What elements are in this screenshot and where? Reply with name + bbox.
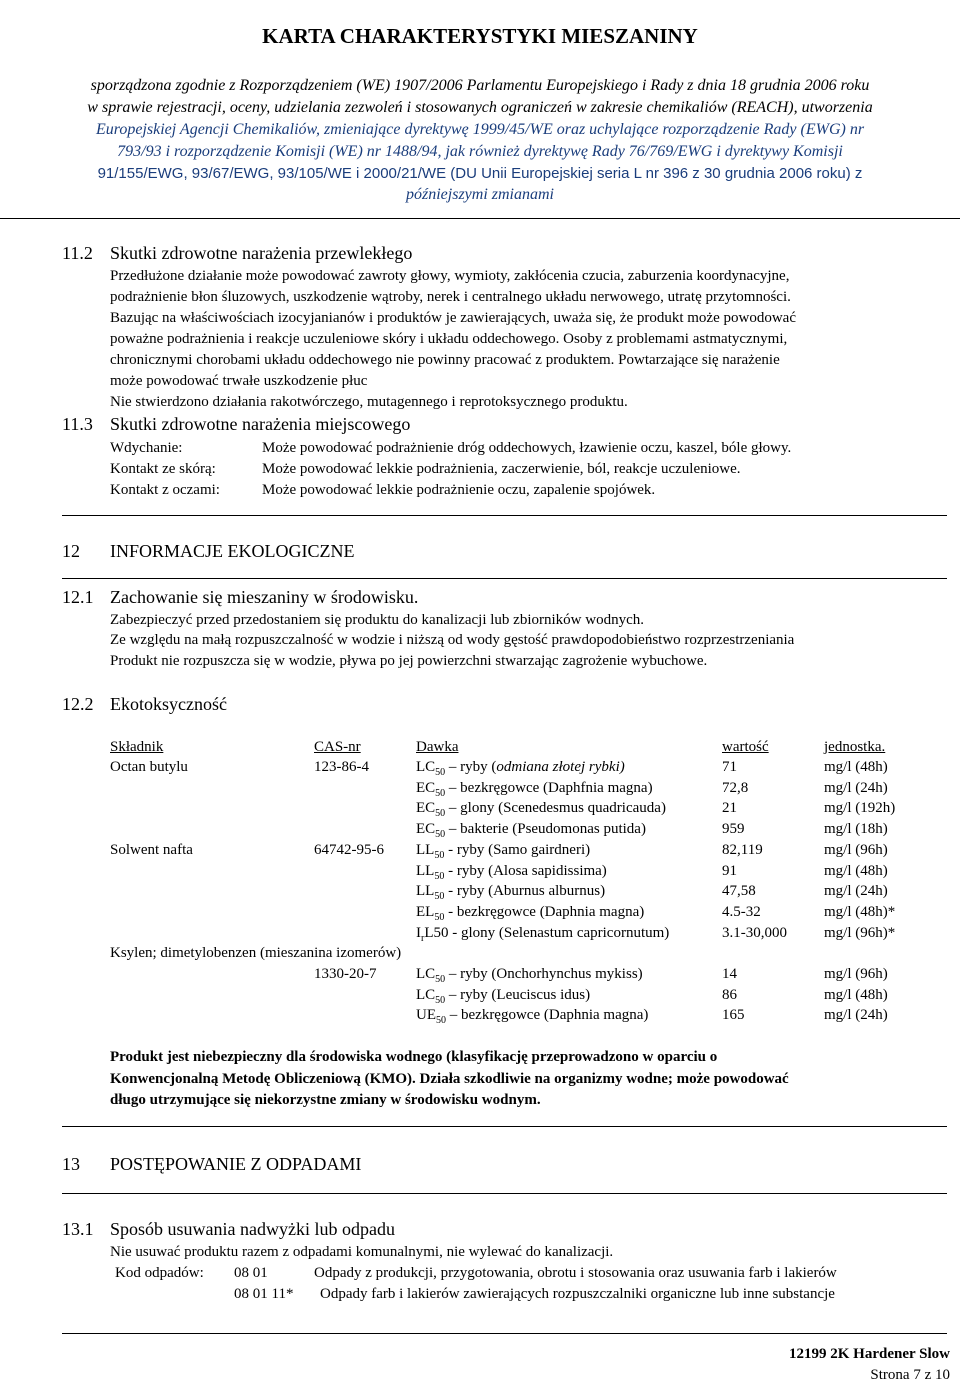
table-cell-value: 165 <box>722 1007 745 1023</box>
dose-description: – bakterie (Pseudomonas putida) <box>445 821 646 837</box>
dose-prefix: EL <box>416 904 435 920</box>
table-cell-dose <box>416 883 605 902</box>
hazard-statement-line: długo utrzymujące się niekorzystne zmiany w środowisku wodnym. <box>110 1092 541 1108</box>
table-cell-value: 86 <box>722 987 737 1003</box>
dose-subscript: 50 <box>434 912 445 923</box>
table-cell-unit: mg/l (24h) <box>824 1007 888 1023</box>
table-cell-unit: mg/l (96h) <box>824 966 888 982</box>
table-cell-unit: mg/l (48h)* <box>824 904 896 920</box>
dose-prefix: EC <box>416 800 436 816</box>
header-line-2: w sprawie rejestracji, oceny, udzielania zezwoleń i stosowanych ograniczeń w zakresie chemikaliów (REACH), utworzenia <box>87 99 873 116</box>
separator <box>62 1193 947 1194</box>
section-13-1-number: 13.1 <box>62 1219 94 1239</box>
paragraph-line: Bazując na właściwościach izocyjanianów i produktów je zawierających, uważa się, że produkt może powodować <box>110 310 796 326</box>
table-cell-dose <box>416 842 590 861</box>
separator <box>62 578 947 579</box>
exposure-text: Może powodować podrażnienie dróg oddechowych, łzawienie oczu, kaszel, bóle głowy. <box>262 440 792 456</box>
dose-subscript: 50 <box>435 767 446 778</box>
section-12-2-title: Ekotoksyczność <box>110 694 227 714</box>
exposure-label: Kontakt ze skórą: <box>110 461 216 477</box>
dose-description: – ryby ( <box>445 759 497 775</box>
waste-code: 08 01 <box>234 1265 268 1281</box>
table-cell-unit: mg/l (18h) <box>824 821 888 837</box>
table-cell-dose <box>416 863 607 882</box>
exposure-text: Może powodować lekkie podrażnienie oczu, zapalenie spojówek. <box>262 482 656 498</box>
exposure-text: Może powodować lekkie podrażnienia, zaczerwienie, ból, reakcje uczuleniowe. <box>262 461 741 477</box>
dose-description: - ryby (Samo gairdneri) <box>444 842 591 858</box>
dose-prefix: UE <box>416 1007 436 1023</box>
paragraph-line: poważne podrażnienia i reakcje uczuleniowe skóry i układu oddechowego. Osoby z problemami astmatycznymi, <box>110 331 788 347</box>
section-11-2-number: 11.2 <box>62 243 93 263</box>
paragraph-line: Nie stwierdzono działania rakotwórczego, mutagennego i reprotoksycznego produktu. <box>110 394 628 410</box>
dose-prefix: EC <box>416 821 436 837</box>
table-cell-component: Solwent nafta <box>110 842 193 858</box>
paragraph-line: Zabezpieczyć przed przedostaniem się produktu do kanalizacji lub zbiorników wodnych. <box>110 612 644 628</box>
waste-code: 08 01 11* <box>234 1286 294 1302</box>
dose-prefix: LL <box>416 883 435 899</box>
dose-subscript: 50 <box>435 974 446 985</box>
table-cell-unit: mg/l (24h) <box>824 780 888 796</box>
table-cell-cas: 123-86-4 <box>314 759 369 775</box>
section-12-1-title: Zachowanie się mieszaniny w środowisku. <box>110 587 419 607</box>
document-header <box>0 0 960 219</box>
dose-description: – bezkręgowce (Daphfnia magna) <box>445 780 653 796</box>
section-12-1-number: 12.1 <box>62 587 94 607</box>
dose-prefix: I <box>416 925 421 941</box>
dose-subscript: 50 <box>435 808 446 819</box>
table-cell-cas: 1330-20-7 <box>314 966 377 982</box>
table-cell-value: 3.1-30,000 <box>722 925 787 941</box>
dose-description: - bezkręgowce (Daphnia magna) <box>444 904 645 920</box>
section-12-2-number: 12.2 <box>62 694 94 714</box>
table-cell-unit: mg/l (48h) <box>824 863 888 879</box>
table-cell-dose <box>416 904 644 923</box>
table-cell-dose <box>416 821 646 840</box>
dose-subscript: 50 <box>436 1015 446 1026</box>
footer-page-number: Strona 7 z 10 <box>870 1367 950 1383</box>
waste-code-label: Kod odpadów: <box>115 1265 204 1281</box>
table-cell-value: 82,119 <box>722 842 763 858</box>
col-header-component: Składnik <box>110 739 164 755</box>
table-cell-value: 4.5-32 <box>722 904 761 920</box>
exposure-label: Kontakt z oczami: <box>110 482 220 498</box>
section-11-3-number: 11.3 <box>62 414 93 434</box>
dose-subscript: 50 <box>434 891 445 902</box>
dose-description-italic: odmiana złotej rybki) <box>496 759 625 775</box>
col-header-dose: Dawka <box>416 739 459 755</box>
waste-code-description: Odpady z produkcji, przygotowania, obrotu i stosowania oraz usuwania farb i lakierów <box>314 1265 837 1281</box>
table-cell-dose <box>416 759 625 778</box>
table-cell-dose <box>416 1007 648 1026</box>
dose-description: – bezkręgowce (Daphnia magna) <box>446 1007 649 1023</box>
table-cell-value: 72,8 <box>722 780 749 796</box>
paragraph-line: może powodować trwałe uszkodzenie płuc <box>110 373 368 389</box>
table-cell-unit: mg/l (48h) <box>824 759 888 775</box>
table-cell-dose <box>416 987 590 1006</box>
table-cell-unit: mg/l (24h) <box>824 883 888 899</box>
paragraph-line: Nie usuwać produktu razem z odpadami komunalnymi, nie wylewać do kanalizacji. <box>110 1244 614 1260</box>
dose-prefix: LC <box>416 759 436 775</box>
table-cell-dose <box>416 966 643 985</box>
header-line-3: Europejskiej Agencji Chemikaliów, zmieniające dyrektywę 1999/45/WE oraz uchylające rozporządzenie Rady (EWG) nr <box>95 121 865 138</box>
dose-description: - ryby (Aburnus alburnus) <box>444 883 606 899</box>
table-cell-unit: mg/l (192h) <box>824 800 896 816</box>
section-12-title: INFORMACJE EKOLOGICZNE <box>110 541 355 561</box>
table-cell-value: 71 <box>722 759 737 775</box>
dose-description: – ryby (Onchorhynchus mykiss) <box>445 966 643 982</box>
dose-description: – glony (Scenedesmus quadricauda) <box>445 800 666 816</box>
paragraph-line: Ze względu na małą rozpuszczalność w wodzie i niższą od wody gęstość prawdopodobieństwo rozprzestrzeniania <box>110 632 795 648</box>
separator <box>62 1126 947 1127</box>
section-12-number: 12 <box>62 541 80 561</box>
waste-code-description: Odpady farb i lakierów zawierających rozpuszczalniki organiczne lub inne substancje <box>320 1286 835 1302</box>
table-cell-component: Octan butylu <box>110 759 188 775</box>
table-cell-unit: mg/l (96h)* <box>824 925 896 941</box>
header-line-5: 91/155/EWG, 93/67/EWG, 93/105/WE i 2000/21/WE (DU Unii Europejskiej seria L nr 396 z 30 grudnia 2006 roku) z <box>97 165 863 182</box>
dose-description: – ryby (Leuciscus idus) <box>445 987 591 1003</box>
section-13-title: POSTĘPOWANIE Z ODPADAMI <box>110 1154 362 1174</box>
paragraph-line: Przedłużone działanie może powodować zawroty głowy, wymioty, zakłócenia czucia, zaburzenia koordynacyjne, <box>110 268 790 284</box>
col-header-unit: jednostka. <box>824 739 886 755</box>
table-cell-value: 47,58 <box>722 883 756 899</box>
table-cell-value: 91 <box>722 863 737 879</box>
dose-prefix: LL <box>416 863 435 879</box>
table-cell-unit: mg/l (96h) <box>824 842 888 858</box>
section-13-number: 13 <box>62 1154 80 1174</box>
header-line-1: sporządzona zgodnie z Rozporządzeniem (WE) 1907/2006 Parlamentu Europejskiego i Rady z dnia 18 grudnia 2006 roku <box>90 77 870 94</box>
dose-description: L50 - glony (Selenastum capricornutum) <box>424 925 670 941</box>
hazard-statement-line: Konwencjonalną Metodę Obliczeniową (KMO). Działa szkodliwie na organizmy wodne; może powodować <box>110 1071 789 1087</box>
dose-prefix: LC <box>416 987 436 1003</box>
table-cell-dose <box>416 925 669 944</box>
section-13-1-title: Sposób usuwania nadwyżki lub odpadu <box>110 1219 395 1239</box>
col-header-value: wartość <box>722 739 769 755</box>
dose-subscript: 50 <box>435 829 446 840</box>
dose-prefix: EC <box>416 780 436 796</box>
table-cell-value: 14 <box>722 966 737 982</box>
table-cell-value: 959 <box>722 821 745 837</box>
section-11-3-title: Skutki zdrowotne narażenia miejscowego <box>110 414 411 434</box>
dose-subscript: 50 <box>434 871 445 882</box>
paragraph-line: chronicznymi chorobami układu oddechowego nie powinny pracować z produktem. Powtarzające się narażenie <box>110 352 780 368</box>
header-line-4: 793/93 i rozporządzenie Komisji (WE) nr 1488/94, jak również dyrektywę Rady 76/769/EWG i dyrektywy Komisji <box>117 143 843 160</box>
dose-subscript: 50 <box>435 788 446 799</box>
section-11-2-title: Skutki zdrowotne narażenia przewlekłego <box>110 243 413 263</box>
table-cell-dose <box>416 780 653 799</box>
header-line-6: późniejszymi zmianami <box>406 186 554 203</box>
dose-subscript: 50 <box>435 995 446 1006</box>
separator <box>62 515 947 516</box>
exposure-label: Wdychanie: <box>110 440 183 456</box>
table-cell-unit: mg/l (48h) <box>824 987 888 1003</box>
footer-product-name: 12199 2K Hardener Slow <box>789 1346 950 1362</box>
col-header-cas: CAS-nr <box>314 739 361 755</box>
paragraph-line: Produkt nie rozpuszcza się w wodzie, pływa po jej powierzchni stwarzając zagrożenie wybuchowe. <box>110 653 708 669</box>
dose-prefix: LC <box>416 966 436 982</box>
table-cell-component: Ksylen; dimetylobenzen (mieszanina izomerów) <box>110 945 402 961</box>
document-title: KARTA CHARAKTERYSTYKI MIESZANINY <box>262 24 698 48</box>
table-cell-dose <box>416 800 666 819</box>
hazard-statement-line: Produkt jest niebezpieczny dla środowiska wodnego (klasyfikację przeprowadzono w oparciu o <box>110 1049 718 1065</box>
dose-subscript: r <box>421 933 425 944</box>
separator <box>62 1333 947 1334</box>
table-cell-value: 21 <box>722 800 737 816</box>
dose-description: - ryby (Alosa sapidissima) <box>444 863 607 879</box>
dose-subscript: 50 <box>434 850 445 861</box>
table-cell-cas: 64742-95-6 <box>314 842 384 858</box>
paragraph-line: podrażnienie błon śluzowych, uszkodzenie wątroby, nerek i centralnego układu nerwowego, utratę przytomności. <box>110 289 791 305</box>
dose-prefix: LL <box>416 842 435 858</box>
